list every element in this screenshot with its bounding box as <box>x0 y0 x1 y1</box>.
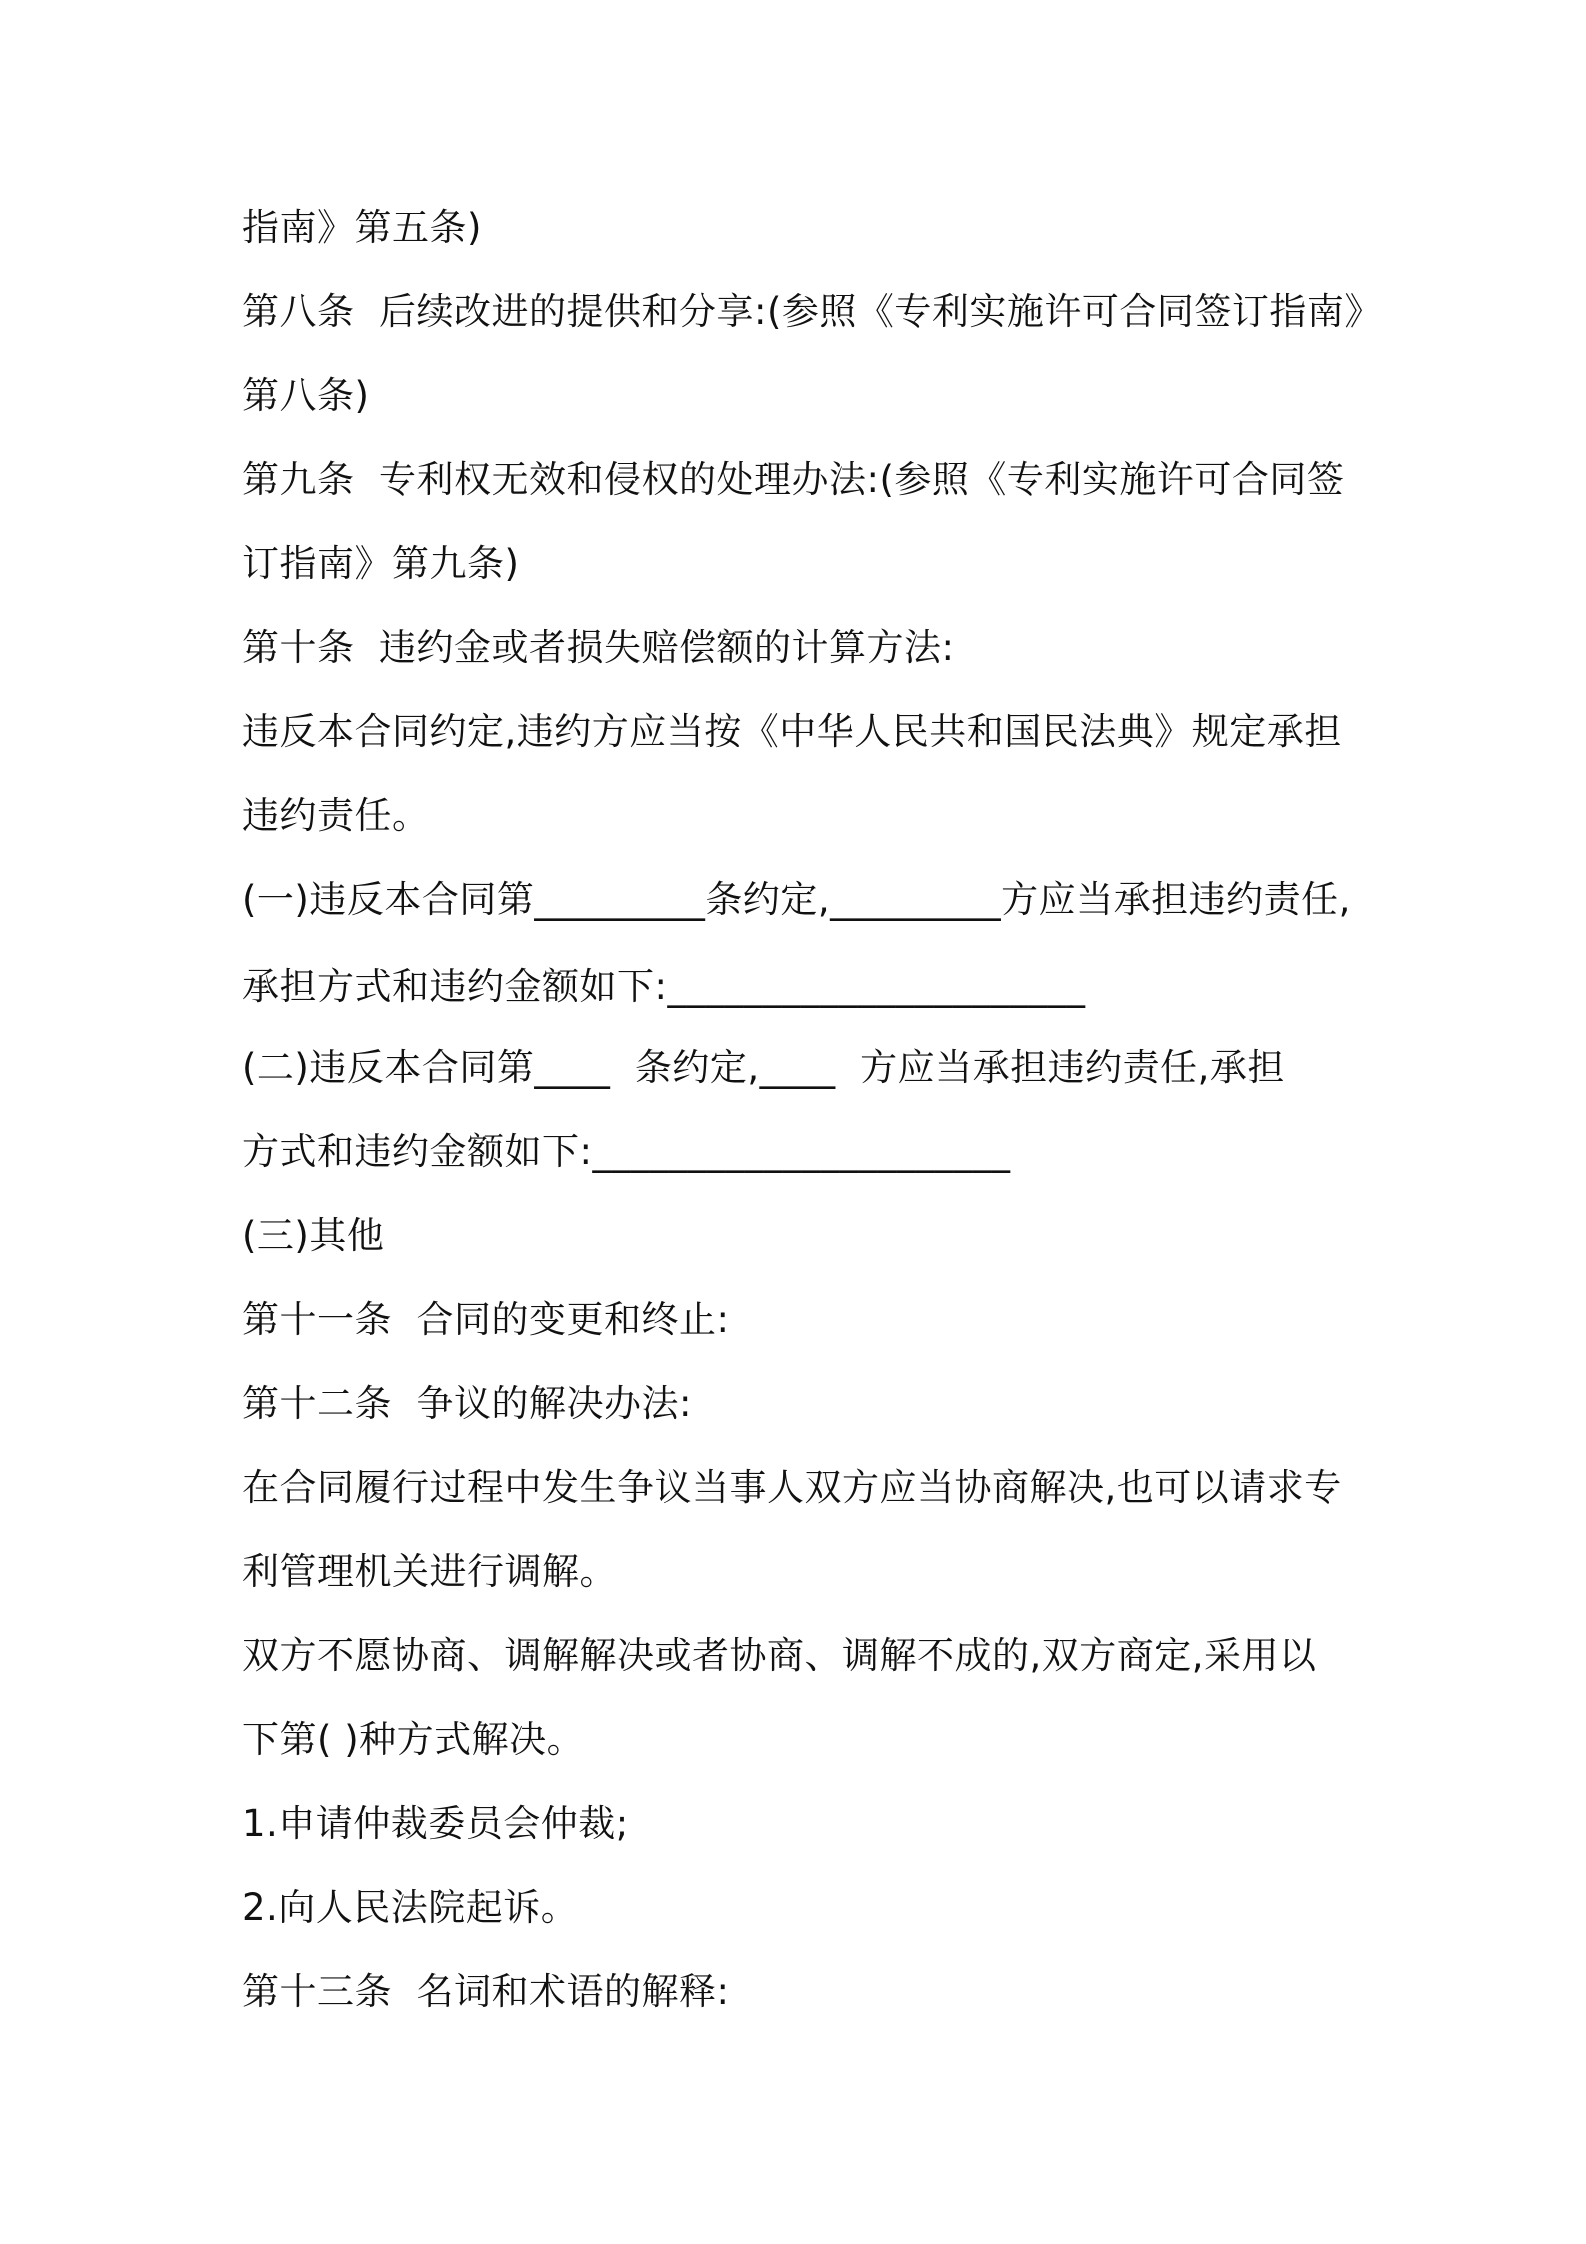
text-line: 第八条 后续改进的提供和分享:(参照《专利实施许可合同签订指南》 <box>242 290 1382 333</box>
text-line: 违约责任。 <box>242 794 430 837</box>
text-line: 下第( )种方式解决。 <box>242 1718 585 1761</box>
text-line: 指南》第五条) <box>242 206 482 249</box>
text-line: 承担方式和违约金额如下:______________________ <box>242 965 1086 1008</box>
text-line: 方式和违约金额如下:______________________ <box>242 1130 1011 1173</box>
text-line: 订指南》第九条) <box>242 542 520 585</box>
text-line: 第九条 专利权无效和侵权的处理办法:(参照《专利实施许可合同签 <box>242 458 1345 501</box>
text-line: 1.申请仲裁委员会仲裁; <box>242 1802 629 1845</box>
text-line: 第十一条 合同的变更和终止: <box>242 1298 730 1341</box>
text-line: 双方不愿协商、调解解决或者协商、调解不成的,双方商定,采用以 <box>242 1634 1317 1677</box>
text-line: (三)其他 <box>242 1214 385 1257</box>
text-line: 第十三条 名词和术语的解释: <box>242 1970 730 2013</box>
text-line: 利管理机关进行调解。 <box>242 1550 617 1593</box>
text-line: 第十条 违约金或者损失赔偿额的计算方法: <box>242 626 955 669</box>
text-line: 2.向人民法院起诉。 <box>242 1886 579 1929</box>
text-line: 第八条) <box>242 374 370 417</box>
text-line: 第十二条 争议的解决办法: <box>242 1382 692 1425</box>
text-line: (一)违反本合同第_________条约定,_________方应当承担违约责任, <box>242 878 1351 921</box>
text-line: (二)违反本合同第____ 条约定,____ 方应当承担违约责任,承担 <box>242 1046 1285 1089</box>
text-line: 在合同履行过程中发生争议当事人双方应当协商解决,也可以请求专 <box>242 1466 1342 1509</box>
text-line: 违反本合同约定,违约方应当按《中华人民共和国民法典》规定承担 <box>242 710 1342 753</box>
